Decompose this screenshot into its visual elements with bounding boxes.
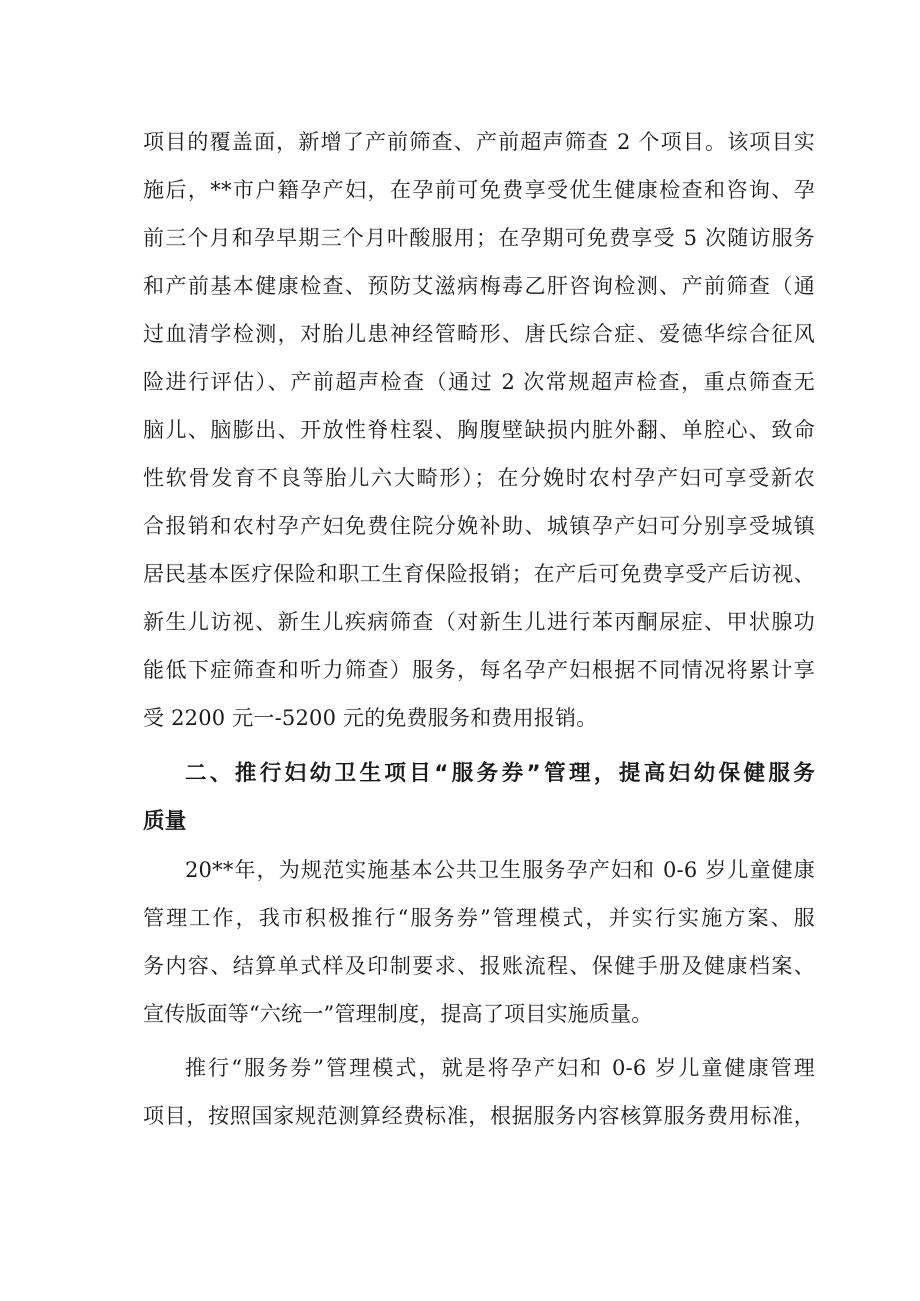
text-line: 项目的覆盖面，新增了产前筛查、产前超声筛查 2 个项目。该项目实 xyxy=(143,130,815,154)
text-line: 施后，**市户籍孕产妇，在孕前可免费享受优生健康检查和咨询、孕 xyxy=(143,178,815,202)
heading-line: 二、推行妇幼卫生项目“服务券”管理，提高妇幼保健服务 xyxy=(185,761,815,786)
text-line: 务内容、结算单式样及印制要求、报账流程、保健手册及健康档案、 xyxy=(143,954,815,978)
text-line: 合报销和农村孕产妇免费住院分娩补助、城镇孕产妇可分别享受城镇 xyxy=(143,514,815,538)
text-line: 推行“服务券”管理模式，就是将孕产妇和 0-6 岁儿童健康管理 xyxy=(185,1056,815,1080)
paragraph-service-voucher-model xyxy=(143,1044,815,1140)
text-line: 新生儿访视、新生儿疾病筛查（对新生儿进行苯丙酮尿症、甲状腺功 xyxy=(143,610,815,634)
text-line: 过血清学检测，对胎儿患神经管畸形、唐氏综合症、爱德华综合征风 xyxy=(143,322,815,346)
text-line: 能低下症筛查和听力筛查）服务，每名孕产妇根据不同情况将累计享 xyxy=(143,658,815,682)
heading-line: 质量 xyxy=(143,809,187,834)
text-line: 宣传版面等“六统一”管理制度，提高了项目实施质量。 xyxy=(143,1002,653,1026)
paragraph-services-coverage xyxy=(143,118,815,742)
text-line: 受 2200 元一-5200 元的免费服务和费用报销。 xyxy=(143,706,598,730)
text-line: 20**年，为规范实施基本公共卫生服务孕产妇和 0-6 岁儿童健康 xyxy=(185,858,815,882)
paragraph-service-voucher-intro xyxy=(143,846,815,1038)
text-line: 管理工作，我市积极推行“服务券”管理模式，并实行实施方案、服 xyxy=(143,906,815,930)
text-line: 居民基本医疗保险和职工生育保险报销；在产后可免费享受产后访视、 xyxy=(143,562,815,586)
text-line: 项目，按照国家规范测算经费标准，根据服务内容核算服务费用标准， xyxy=(143,1104,815,1128)
text-line: 脑儿、脑膨出、开放性脊柱裂、胸腹壁缺损内脏外翻、单腔心、致命 xyxy=(143,418,815,442)
document-body xyxy=(143,118,815,1140)
section-heading xyxy=(143,750,815,846)
text-line: 险进行评估）、产前超声检查（通过 2 次常规超声检查，重点筛查无 xyxy=(143,370,815,394)
text-line: 前三个月和孕早期三个月叶酸服用；在孕期可免费享受 5 次随访服务 xyxy=(143,226,815,250)
text-line: 性软骨发育不良等胎儿六大畸形）；在分娩时农村孕产妇可享受新农 xyxy=(143,466,815,490)
text-line: 和产前基本健康检查、预防艾滋病梅毒乙肝咨询检测、产前筛查（通 xyxy=(143,274,815,298)
